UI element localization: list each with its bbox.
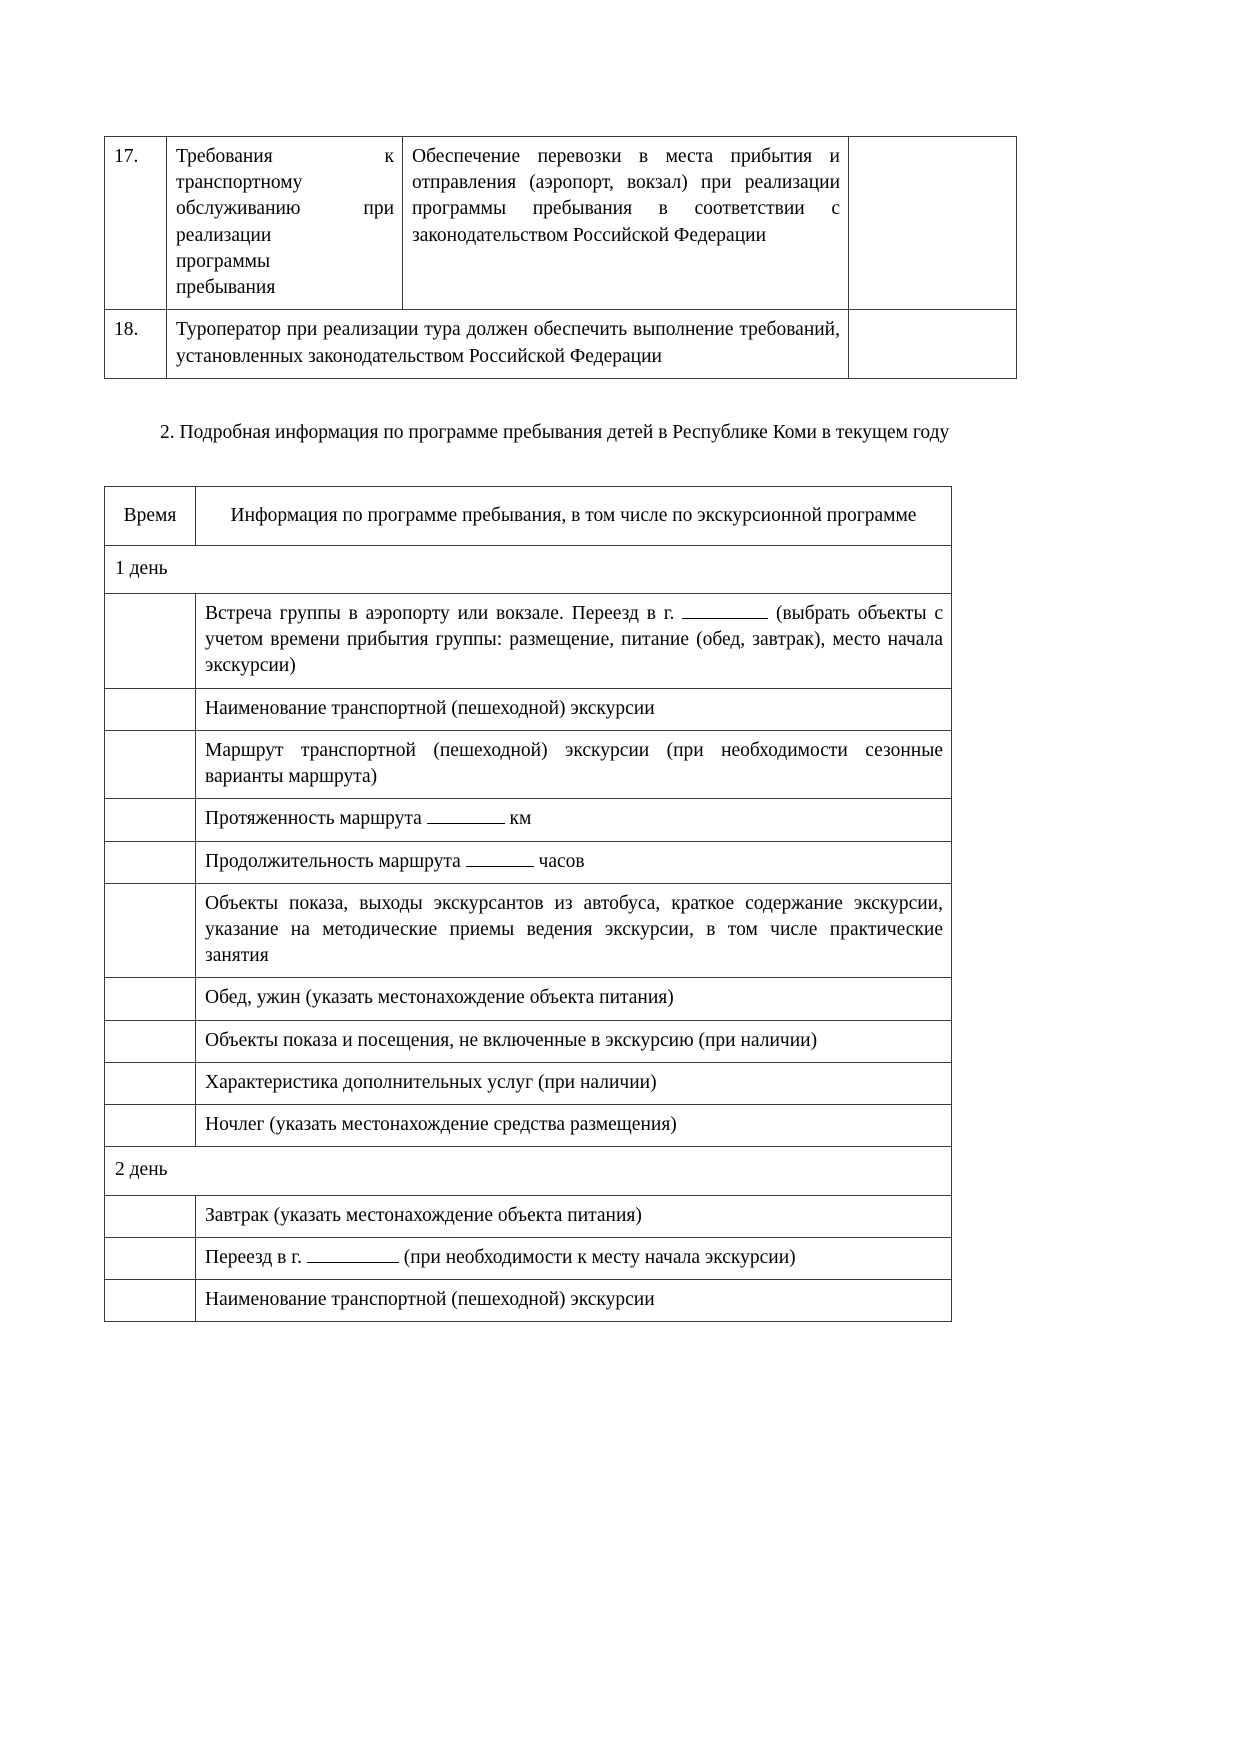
table-row <box>105 310 1017 378</box>
program-item: Завтрак (указать местонахождение объекта питания) <box>196 1195 952 1237</box>
fill-in-blank[interactable] <box>682 618 768 619</box>
table-row <box>105 594 952 689</box>
program-item-text-post: часов <box>533 850 585 872</box>
requirement-mark-cell[interactable] <box>849 137 1017 310</box>
program-item-text-pre: Протяженность маршрута <box>205 808 427 830</box>
program-item-text-pre: Продолжительность маршрута <box>205 850 466 872</box>
program-item-text-pre: Встреча группы в аэропорту или вокзале. Переезд в г. <box>205 603 683 625</box>
table-row <box>105 1237 952 1279</box>
page-content <box>104 136 952 1322</box>
program-item: Наименование транспортной (пешеходной) экскурсии <box>196 1279 952 1321</box>
column-header-time: Время <box>105 486 196 545</box>
program-item: Наименование транспортной (пешеходной) экскурсии <box>196 688 952 730</box>
time-cell[interactable] <box>105 841 196 883</box>
table-row <box>105 883 952 978</box>
requirement-name <box>167 137 403 310</box>
time-cell[interactable] <box>105 978 196 1020</box>
program-item <box>196 1237 952 1279</box>
table-row <box>105 1105 952 1147</box>
requirement-number: 17. <box>105 137 167 310</box>
time-cell[interactable] <box>105 688 196 730</box>
requirement-name-line: транспортному <box>176 172 303 194</box>
program-item: Обед, ужин (указать местонахождение объекта питания) <box>196 978 952 1020</box>
program-item <box>196 841 952 883</box>
day-separator-row <box>105 1147 952 1195</box>
requirements-table <box>104 136 1017 379</box>
requirement-description: Туроператор при реализации тура должен обеспечить выполнение требований, установленных законодательством Российской Федерации <box>167 310 849 378</box>
time-cell[interactable] <box>105 1237 196 1279</box>
day-label: 2 день <box>105 1147 952 1195</box>
table-row <box>105 1020 952 1062</box>
table-row <box>105 978 952 1020</box>
requirement-name-line: Требования к <box>176 146 394 167</box>
program-item-text-pre: Переезд в г. <box>205 1246 307 1268</box>
program-item-text-post: (при необходимости к месту начала экскурсии) <box>398 1246 796 1268</box>
section-paragraph: 2. Подробная информация по программе пребывания детей в Республике Коми в текущем году <box>160 421 950 443</box>
table-row <box>105 841 952 883</box>
time-cell[interactable] <box>105 1195 196 1237</box>
time-cell[interactable] <box>105 1062 196 1104</box>
program-item: Характеристика дополнительных услуг (при наличии) <box>196 1062 952 1104</box>
program-item <box>196 594 952 689</box>
day-label: 1 день <box>105 545 952 593</box>
requirement-number: 18. <box>105 310 167 378</box>
requirement-mark-cell[interactable] <box>849 310 1017 378</box>
fill-in-blank[interactable] <box>466 866 534 867</box>
time-cell[interactable] <box>105 1105 196 1147</box>
program-item-text-post: (выбрать объекты с учетом времени прибытия группы: размещение, питание (обед, завтрак), место начала экскурсии) <box>205 603 943 677</box>
table-row <box>105 799 952 841</box>
requirement-name-line: реализации <box>176 224 272 246</box>
time-cell[interactable] <box>105 730 196 798</box>
program-item: Объекты показа, выходы экскурсантов из автобуса, краткое содержание экскурсии, указание на методические приемы ведения экскурсии, в том числе практические занятия <box>196 883 952 978</box>
program-table <box>104 486 952 1323</box>
table-row <box>105 688 952 730</box>
time-cell[interactable] <box>105 594 196 689</box>
requirement-name-line: обслуживанию при <box>176 198 394 220</box>
table-row <box>105 730 952 798</box>
table-row <box>105 1195 952 1237</box>
day-separator-row <box>105 545 952 593</box>
fill-in-blank[interactable] <box>307 1262 399 1263</box>
table-row <box>105 1062 952 1104</box>
table-row <box>105 1279 952 1321</box>
program-item: Объекты показа и посещения, не включенные в экскурсию (при наличии) <box>196 1020 952 1062</box>
program-item-text-post: км <box>504 808 532 830</box>
requirement-name-line: программы <box>176 250 271 272</box>
program-item <box>196 799 952 841</box>
time-cell[interactable] <box>105 1279 196 1321</box>
fill-in-blank[interactable] <box>427 823 505 824</box>
time-cell[interactable] <box>105 883 196 978</box>
program-item: Ночлег (указать местонахождение средства размещения) <box>196 1105 952 1147</box>
program-item: Маршрут транспортной (пешеходной) экскурсии (при необходимости сезонные варианты маршрута) <box>196 730 952 798</box>
column-header-info: Информация по программе пребывания, в том числе по экскурсионной программе <box>196 486 952 545</box>
time-cell[interactable] <box>105 1020 196 1062</box>
table-row <box>105 137 1017 310</box>
requirement-description: Обеспечение перевозки в места прибытия и отправления (аэропорт, вокзал) при реализации программы пребывания в соответствии с законодательством Российской Федерации <box>403 137 849 310</box>
time-cell[interactable] <box>105 799 196 841</box>
requirement-name-line: пребывания <box>176 277 276 299</box>
table-header-row <box>105 486 952 545</box>
